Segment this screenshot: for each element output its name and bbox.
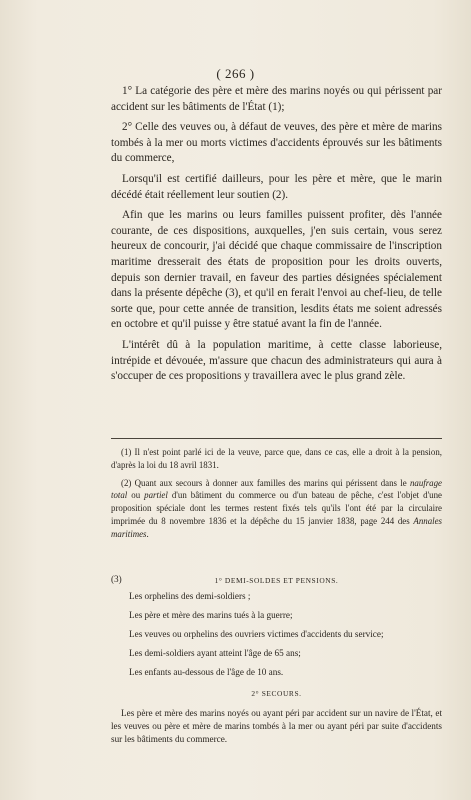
- footnote-3-header: [111, 573, 442, 587]
- footnote-divider: [111, 438, 442, 439]
- heading-secours: 2° SECOURS.: [251, 689, 302, 698]
- footnote-2: [111, 477, 442, 541]
- footnote-2-italic-annales: Annales maritimes: [111, 515, 442, 539]
- footnote-3: [111, 573, 442, 746]
- main-text: [111, 84, 442, 390]
- paragraph-closing: L'intérêt dû à la population maritime, à cette classe laborieuse, intrépide et dévouée, m'assure que chacun des administrateurs qui aura à s'occuper de ces propositions y travaillera avec le plus grand zèle.: [111, 338, 442, 383]
- paragraph-decision: Afin que les marins ou leurs familles puissent profiter, dès l'année courante, de ces dispositions, auxquelles, j'en suis certain, vous serez heureux de concourir, j'ai décidé que chaque commissaire de l'inscription maritime dresserait des états de proposition pour les droits ouverts, depuis son dernier travail, en faveur des parties désignées spécialement dans la présente dépêche (3), et qu'il en ferait l'envoi au chef-lieu, de telle sorte que, pour cette année de transition, lesdits états me soient adressés en octobre et qu'il puisse y être statué avant la fin de l'année.: [111, 209, 442, 331]
- footnote-2-text-c: d'un bâtiment du commerce ou d'un bateau de pêche, c'est l'objet d'une proposition spéciale dont les termes restent fixés tels qu'ils l'ont été par la circulaire imprimée du 8 novembre 1836 et la dépêche du 15 janvier 1838, page 244 des: [111, 490, 442, 526]
- secours-paragraph: Les père et mère des marins noyés ou ayant péri par accident sur un navire de l'État, et les veuves ou père et mère de marins tombés à la mer ou ayant péri par suite d'accidents sur les bâtiments du commerce.: [111, 708, 442, 744]
- footnote-2-italic-naufrage: naufrage total: [111, 477, 442, 501]
- footnote-3-number: (3): [111, 574, 122, 584]
- list-item: Les veuves ou orphelins des ouvriers victimes d'accidents du service;: [129, 629, 384, 639]
- footnote-2-text-d: .: [146, 528, 149, 539]
- paragraph-category-2: 2° Celle des veuves ou, à défaut de veuves, des père et mère de marins tombés à la mer ou morts victimes d'accidents éprouvés sur les bâtiments du commerce,: [111, 121, 442, 165]
- footnote-2-italic-partiel: partiel: [144, 490, 168, 501]
- footnote-2-text-a: (2) Quant aux secours à donner aux familles des marins qui périssent dans le: [121, 477, 410, 488]
- paragraph-condition: Lorsqu'il est certifié dailleurs, pour les père et mère, que le marin décédé était réellement leur soutien (2).: [111, 172, 442, 201]
- heading-demi-soldes: 1° DEMI-SOLDES ET PENSIONS.: [214, 576, 339, 585]
- list-item: Les père et mère des marins tués à la guerre;: [129, 610, 293, 620]
- beneficiary-list: [129, 590, 442, 679]
- paragraph-category-1: 1° La catégorie des père et mère des marins noyés ou qui périssent par accident sur les bâtiments de l'État (1);: [111, 85, 442, 113]
- list-item: Les orphelins des demi-soldiers ;: [129, 591, 251, 601]
- list-item: Les enfants au-dessous de l'âge de 10 ans.: [129, 667, 284, 677]
- footnote-2-text-b: ou: [127, 490, 145, 501]
- footnotes: [111, 446, 442, 546]
- list-item: Les demi-soldiers ayant atteint l'âge de 65 ans;: [129, 648, 301, 658]
- page-number: ( 266 ): [216, 66, 255, 81]
- footnote-1: (1) Il n'est point parlé ici de la veuve, parce que, dans ce cas, elle a droit à la pension, d'après la loi du 18 avril 1831.: [111, 447, 442, 470]
